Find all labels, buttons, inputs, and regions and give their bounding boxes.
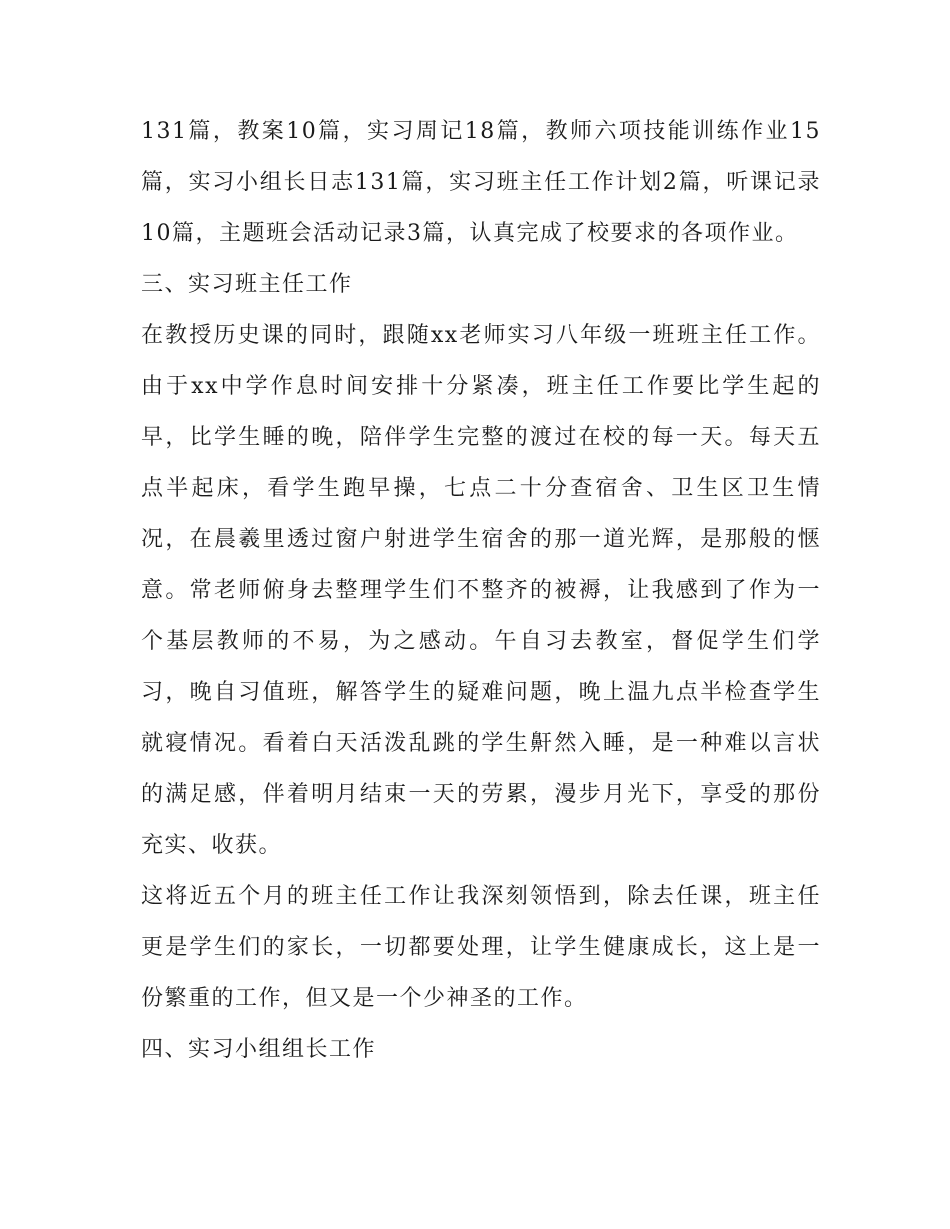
paragraph-head-teacher-daily-work: 在教授历史课的同时，跟随xx老师实习八年级一班班主任工作。由于xx中学作息时间安排十分紧凑，班主任工作要比学生起的早，比学生睡的晚，陪伴学生完整的渡过在校的每一天。每天五点半起床，看学生跑早操，七点二十分查宿舍、卫生区卫生情况，在晨羲里透过窗户射进学生宿舍的那一道光辉，是那般的惬意。常老师俯身去整理学生们不整齐的被褥，让我感到了作为一个基层教师的不易，为之感动。午自习去教室，督促学生们学习，晚自习值班，解答学生的疑难问题，晚上温九点半检查学生就寝情况。看着白天活泼乱跳的学生鼾然入睡，是一种难以言状的满足感，伴着明月结束一天的劳累，漫步月光下，享受的那份充实、收获。 — [141, 323, 821, 858]
paragraph-assignments-summary: 131篇，教案10篇，实习周记18篇，教师六项技能训练作业15篇，实习小组长日志131篇，实习班主任工作计划2篇，听课记录10篇，主题班会活动记录3篇，认真完成了校要求的各项作业。 — [141, 119, 821, 246]
section-heading-head-teacher-work: 三、实习班主任工作 — [141, 272, 353, 297]
paragraph-head-teacher-reflection: 这将近五个月的班主任工作让我深刻领悟到，除去任课，班主任更是学生们的家长，一切都要处理，让学生健康成长，这上是一份繁重的工作，但又是一个少神圣的工作。 — [141, 884, 821, 1011]
document-body — [141, 106, 821, 1075]
section-heading-group-leader-work: 四、实习小组组长工作 — [141, 1037, 377, 1062]
